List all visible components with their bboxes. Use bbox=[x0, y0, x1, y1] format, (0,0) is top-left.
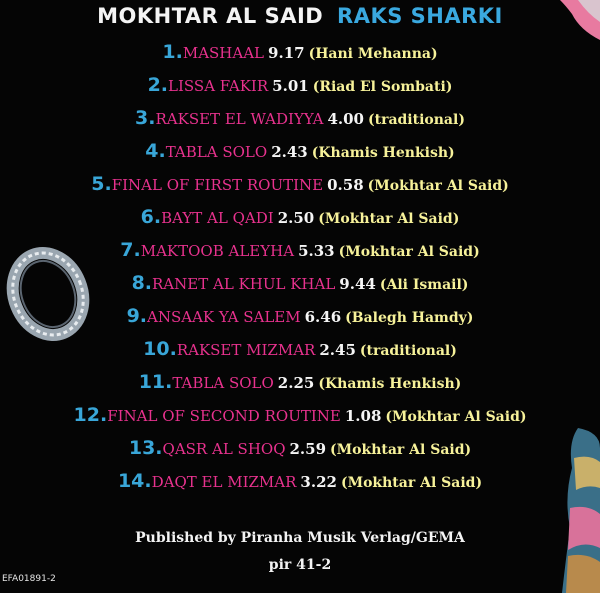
catalog-number: pir 41-2 bbox=[268, 557, 332, 573]
publisher-line: Published by Piranha Musik Verlag/GEMA bbox=[135, 530, 465, 546]
track-duration: 5.01 bbox=[272, 77, 309, 95]
track-row bbox=[0, 432, 600, 465]
track-credit: (Mokhtar Al Said) bbox=[385, 409, 527, 425]
track-title: FINAL OF SECOND ROUTINE bbox=[107, 407, 341, 425]
track-title: ANSAAK YA SALEM bbox=[147, 308, 301, 326]
track-number: 11. bbox=[138, 371, 173, 393]
track-title: RAKSET EL WADIYYA bbox=[155, 110, 324, 128]
track-row bbox=[0, 168, 600, 201]
track-title: RANET AL KHUL KHAL bbox=[152, 275, 336, 293]
track-credit: (traditional) bbox=[367, 112, 465, 128]
track-credit: (Mokhtar Al Said) bbox=[338, 244, 480, 260]
track-credit: (Ali Ismail) bbox=[379, 277, 469, 293]
track-credit: (traditional) bbox=[359, 343, 457, 359]
track-number: 13. bbox=[128, 437, 163, 459]
track-title: TABLA SOLO bbox=[165, 143, 268, 161]
track-row bbox=[0, 366, 600, 399]
track-row bbox=[0, 36, 600, 69]
track-number: 10. bbox=[143, 338, 177, 360]
track-duration: 2.25 bbox=[277, 374, 315, 392]
label-code: EFA01891-2 bbox=[2, 574, 56, 584]
track-row bbox=[0, 201, 600, 234]
track-title: DAQT EL MIZMAR bbox=[151, 473, 297, 491]
track-row bbox=[0, 102, 600, 135]
track-credit: (Mokhtar Al Said) bbox=[318, 211, 460, 227]
track-row bbox=[0, 135, 600, 168]
track-title: QASR AL SHOQ bbox=[162, 440, 286, 458]
track-number: 4. bbox=[145, 140, 166, 162]
statue-illustration bbox=[560, 428, 600, 593]
track-number: 5. bbox=[91, 173, 112, 195]
track-title: MASHAAL bbox=[182, 44, 265, 62]
artist-name: MOKHTAR AL SAID bbox=[97, 4, 324, 28]
album-title: RAKS SHARKI bbox=[337, 4, 503, 28]
track-duration: 6.46 bbox=[304, 308, 342, 326]
track-title: MAKTOOB ALEYHA bbox=[140, 242, 295, 260]
track-row bbox=[0, 465, 600, 498]
track-credit: (Hani Mehanna) bbox=[308, 46, 438, 62]
bracelet-illustration bbox=[0, 238, 100, 348]
track-duration: 3.22 bbox=[300, 473, 337, 491]
track-number: 1. bbox=[162, 41, 183, 63]
track-credit: (Mokhtar Al Said) bbox=[330, 442, 472, 458]
track-duration: 9.44 bbox=[339, 275, 376, 293]
track-title: FINAL OF FIRST ROUTINE bbox=[111, 176, 324, 194]
track-title: RAKSET MIZMAR bbox=[176, 341, 316, 359]
track-number: 6. bbox=[140, 206, 162, 228]
track-number: 2. bbox=[147, 74, 169, 96]
track-number: 3. bbox=[135, 107, 156, 129]
album-header bbox=[0, 4, 600, 28]
track-number: 14. bbox=[117, 470, 152, 492]
track-duration: 2.50 bbox=[277, 209, 315, 227]
track-duration: 2.59 bbox=[289, 440, 327, 458]
track-duration: 9.17 bbox=[268, 44, 305, 62]
track-credit: (Mokhtar Al Said) bbox=[367, 178, 509, 194]
track-duration: 4.00 bbox=[327, 110, 364, 128]
track-duration: 0.58 bbox=[327, 176, 364, 194]
track-number: 7. bbox=[120, 239, 141, 261]
track-title: LISSA FAKIR bbox=[168, 77, 269, 95]
track-credit: (Mokhtar Al Said) bbox=[340, 475, 483, 491]
track-credit: (Khamis Henkish) bbox=[311, 145, 455, 161]
track-credit: (Balegh Hamdy) bbox=[345, 310, 474, 326]
track-credit: (Riad El Sombati) bbox=[312, 79, 453, 95]
track-duration: 2.45 bbox=[319, 341, 356, 359]
track-number: 9. bbox=[126, 305, 148, 327]
track-duration: 5.33 bbox=[298, 242, 335, 260]
track-duration: 1.08 bbox=[344, 407, 382, 425]
track-row bbox=[0, 69, 600, 102]
track-duration: 2.43 bbox=[271, 143, 308, 161]
track-credit: (Khamis Henkish) bbox=[318, 376, 462, 392]
track-row bbox=[0, 399, 600, 432]
track-number: 12. bbox=[73, 404, 108, 426]
track-title: TABLA SOLO bbox=[172, 374, 274, 392]
track-title: BAYT AL QADI bbox=[161, 209, 274, 227]
decorative-corner bbox=[540, 0, 600, 40]
track-number: 8. bbox=[131, 272, 153, 294]
